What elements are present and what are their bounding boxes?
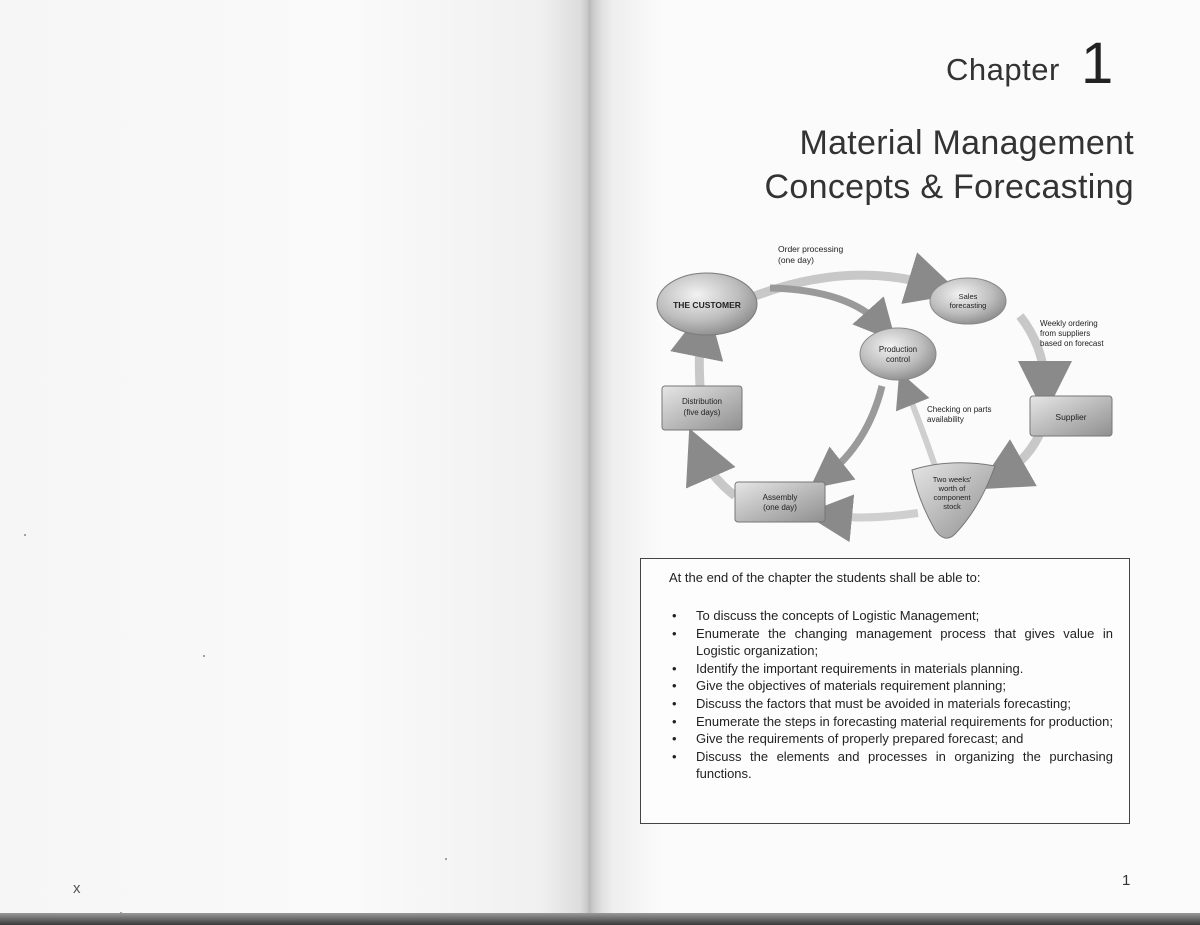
- stock-label-3: component: [933, 493, 971, 502]
- chapter-label: Chapter: [946, 52, 1060, 87]
- bullet-icon: •: [672, 748, 677, 764]
- objective-text: Discuss the elements and processes in organizing the purchasing functions.: [696, 748, 1113, 782]
- objective-text: Give the requirements of properly prepared forecast; and: [696, 731, 1024, 747]
- corner-mark: x: [73, 880, 81, 897]
- production-control-label-2: control: [885, 355, 911, 364]
- objective-item: [669, 695, 1113, 713]
- arrow-stock-to-production: [906, 388, 935, 466]
- left-page: [0, 0, 588, 925]
- weekly-ordering-label: Weekly ordering: [1040, 319, 1098, 328]
- stock-label: Two weeks': [932, 475, 972, 484]
- bullet-icon: •: [672, 678, 677, 694]
- objective-text: Enumerate the steps in forecasting material requirements for production;: [696, 713, 1113, 729]
- bullet-icon: •: [672, 625, 677, 641]
- objective-item: [669, 625, 1113, 660]
- objective-item: [669, 607, 1113, 625]
- objective-text: Discuss the factors that must be avoided in materials forecasting;: [696, 695, 1072, 711]
- arrow-supplier-to-stock: [1000, 433, 1040, 476]
- objective-text: To discuss the concepts of Logistic Management;: [696, 608, 980, 623]
- paper-speck: [445, 858, 447, 860]
- arrow-production-to-assembly: [826, 386, 882, 476]
- book-spine-shadow: [580, 0, 602, 913]
- order-processing-label: Order processing: [778, 244, 844, 254]
- bullet-icon: •: [672, 731, 677, 747]
- objective-item: [669, 730, 1113, 748]
- page-number: 1: [1122, 872, 1131, 889]
- order-processing-duration: (one day): [778, 255, 814, 265]
- bullet-icon: •: [672, 608, 677, 623]
- bullet-icon: •: [672, 660, 677, 676]
- objective-item: [669, 748, 1113, 783]
- paper-speck: [24, 534, 26, 536]
- objective-item: [669, 713, 1113, 731]
- assembly-node: [735, 482, 825, 522]
- supplier-label: Supplier: [1055, 412, 1087, 422]
- objective-text: Give the objectives of materials requirement planning;: [696, 678, 1006, 694]
- objectives-intro: At the end of the chapter the students shall be able to:: [669, 570, 981, 585]
- stock-label-2: worth of: [938, 484, 966, 493]
- objective-text: Identify the important requirements in materials planning.: [696, 660, 1024, 676]
- chapter-title-line2: Concepts & Forecasting: [764, 168, 1134, 206]
- weekly-ordering-label-3: based on forecast: [1040, 339, 1104, 348]
- arrow-assembly-to-distribution: [700, 453, 735, 496]
- chapter-number: 1: [1081, 31, 1114, 96]
- sales-forecasting-label-2: forecasting: [949, 301, 987, 310]
- production-control-label: Production: [878, 345, 918, 354]
- stock-label-4: stock: [943, 502, 961, 511]
- production-control-node: [860, 328, 936, 380]
- learning-objectives-box: [640, 558, 1130, 824]
- checking-parts-label-2: availability: [927, 415, 964, 424]
- scan-bottom-edge: [0, 913, 1200, 925]
- arrow-distribution-to-customer: [699, 330, 702, 386]
- objective-item: [669, 677, 1113, 695]
- arrow-stock-to-assembly: [828, 513, 918, 517]
- sales-forecasting-label: Sales: [958, 292, 978, 301]
- chapter-title-line1: Material Management: [799, 124, 1134, 162]
- objectives-list: [669, 607, 1113, 783]
- arrow-order-to-production: [770, 288, 882, 326]
- assembly-duration: (one day): [763, 503, 797, 512]
- checking-parts-label: Checking on parts: [927, 405, 992, 414]
- objective-item: [669, 660, 1113, 678]
- bullet-icon: •: [672, 695, 677, 711]
- weekly-ordering-label-2: from suppliers: [1040, 329, 1091, 338]
- assembly-label: Assembly: [762, 493, 798, 502]
- paper-speck: [203, 655, 205, 657]
- distribution-label: Distribution: [681, 397, 723, 406]
- distribution-duration: (five days): [683, 408, 721, 417]
- bullet-icon: •: [672, 713, 677, 729]
- objective-text: Enumerate the changing management process that gives value in Logistic organization;: [696, 625, 1113, 659]
- customer-label: THE CUSTOMER: [673, 300, 741, 310]
- supply-chain-cycle-diagram: [650, 238, 1130, 548]
